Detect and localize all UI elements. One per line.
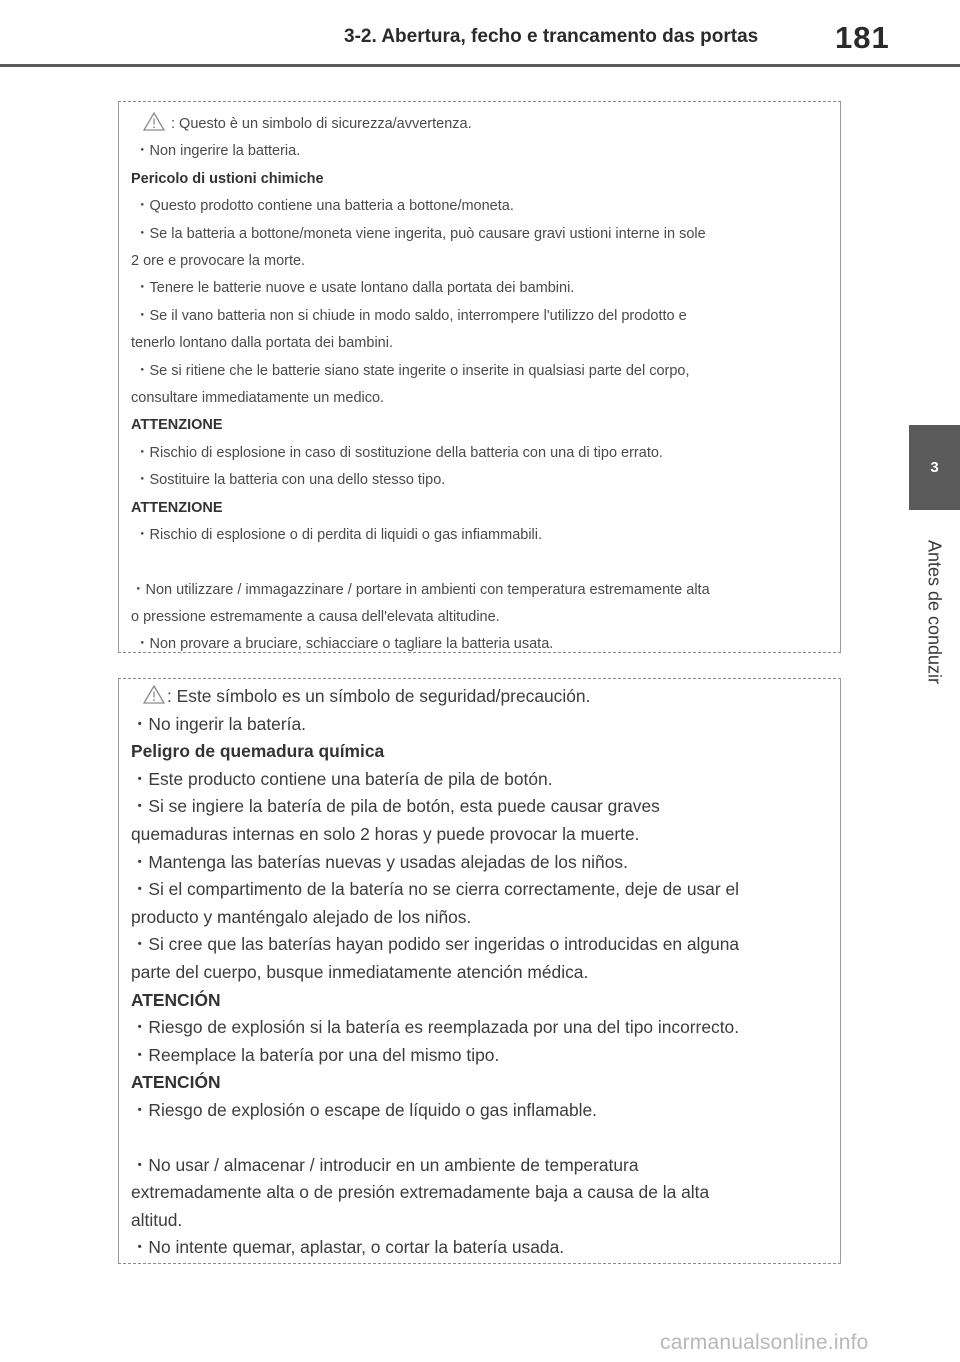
list-item: ・Rischio di esplosione o di perdita di liquidi o gas infiammabili. bbox=[135, 527, 543, 544]
list-item: ・Non provare a bruciare, schiacciare o tagliare la batteria usata. bbox=[135, 636, 554, 653]
list-item: ・Si cree que las baterías hayan podido ser ingeridas o introducidas en alguna bbox=[131, 934, 740, 955]
section-heading: Pericolo di ustioni chimiche bbox=[131, 170, 324, 187]
list-item: ・Se il vano batteria non si chiude in modo saldo, interrompere l'utilizzo del prodotto e bbox=[135, 307, 687, 324]
list-item: ・Este producto contiene una batería de pila de botón. bbox=[131, 768, 553, 789]
list-item: ・Questo prodotto contiene una batteria a bottone/moneta. bbox=[135, 198, 514, 215]
list-item: ・Si el compartimento de la batería no se cierra correctamente, deje de usar el bbox=[131, 879, 740, 900]
list-item: ・Non utilizzare / immagazzinare / portare in ambienti con temperatura estremamente alta bbox=[131, 581, 710, 598]
list-item-continuation: consultare immediatamente un medico. bbox=[131, 390, 385, 407]
section-heading: Peligro de quemadura química bbox=[131, 741, 385, 762]
warning-symbol-line: : Este símbolo es un símbolo de seguridad/precaución. bbox=[131, 683, 826, 711]
list-item: ・No ingerir la batería. bbox=[131, 713, 306, 734]
section-heading: ATENCIÓN bbox=[131, 1072, 221, 1093]
page-number: 181 bbox=[835, 20, 890, 55]
list-item: ・Se si ritiene che le batterie siano state ingerite o inserite in qualsiasi parte del corpo, bbox=[135, 362, 690, 379]
chapter-number: 3 bbox=[930, 459, 939, 476]
header-rule bbox=[0, 64, 960, 67]
section-title: 3-2. Abertura, fecho e trancamento das portas bbox=[344, 26, 759, 47]
list-item: ・Sostituire la batteria con una dello stesso tipo. bbox=[135, 472, 446, 489]
watermark: carmanualsonline.info bbox=[660, 1331, 869, 1354]
list-item: ・Riesgo de explosión si la batería es reemplazada por una del tipo incorrecto. bbox=[131, 1017, 740, 1038]
list-item-continuation: altitud. bbox=[131, 1209, 183, 1230]
warning-triangle-icon bbox=[143, 685, 165, 704]
section-heading: ATENCIÓN bbox=[131, 989, 221, 1010]
list-item: ・Non ingerire la batteria. bbox=[135, 143, 301, 160]
list-item-continuation: quemaduras internas en solo 2 horas y puede provocar la muerte. bbox=[131, 823, 640, 844]
list-item: ・Riesgo de explosión o escape de líquido o gas inflamable. bbox=[131, 1099, 597, 1120]
list-item-continuation: extremadamente alta o de presión extremadamente baja a causa de la alta bbox=[131, 1182, 710, 1203]
chapter-tab[interactable] bbox=[909, 425, 960, 510]
list-item-continuation: producto y manténgalo alejado de los niños. bbox=[131, 906, 472, 927]
list-item: ・No usar / almacenar / introducir en un ambiente de temperatura bbox=[131, 1154, 639, 1175]
list-item-continuation: tenerlo lontano dalla portata dei bambini. bbox=[131, 335, 393, 352]
warning-symbol-line: : Questo è un simbolo di sicurezza/avvertenza. bbox=[131, 111, 826, 138]
chapter-title: Antes de conduzir bbox=[924, 539, 945, 685]
spacer bbox=[131, 1125, 826, 1152]
list-item: ・Si se ingiere la batería de pila de botón, esta puede causar graves bbox=[131, 796, 660, 817]
list-item: ・Reemplace la batería por una del mismo tipo. bbox=[131, 1044, 500, 1065]
list-item-continuation: parte del cuerpo, busque inmediatamente atención médica. bbox=[131, 961, 589, 982]
list-item: ・No intente quemar, aplastar, o cortar la batería usada. bbox=[131, 1237, 565, 1258]
spacer bbox=[131, 550, 826, 577]
list-item: ・Rischio di esplosione in caso di sostituzione della batteria con una di tipo errato. bbox=[135, 444, 663, 461]
list-item: ・Se la batteria a bottone/moneta viene ingerita, può causare gravi ustioni interne in sole bbox=[135, 225, 706, 242]
section-heading: ATTENZIONE bbox=[131, 499, 223, 516]
warning-triangle-icon bbox=[143, 112, 165, 131]
list-item: ・Mantenga las baterías nuevas y usadas alejadas de los niños. bbox=[131, 851, 628, 872]
spanish-warning-box bbox=[118, 678, 841, 1264]
list-item: ・Tenere le batterie nuove e usate lontano dalla portata dei bambini. bbox=[135, 280, 575, 297]
list-item-continuation: 2 ore e provocare la morte. bbox=[131, 253, 306, 270]
italian-warning-box bbox=[118, 101, 841, 653]
section-heading: ATTENZIONE bbox=[131, 417, 223, 434]
list-item-continuation: o pressione estremamente a causa dell'elevata altitudine. bbox=[131, 608, 500, 625]
